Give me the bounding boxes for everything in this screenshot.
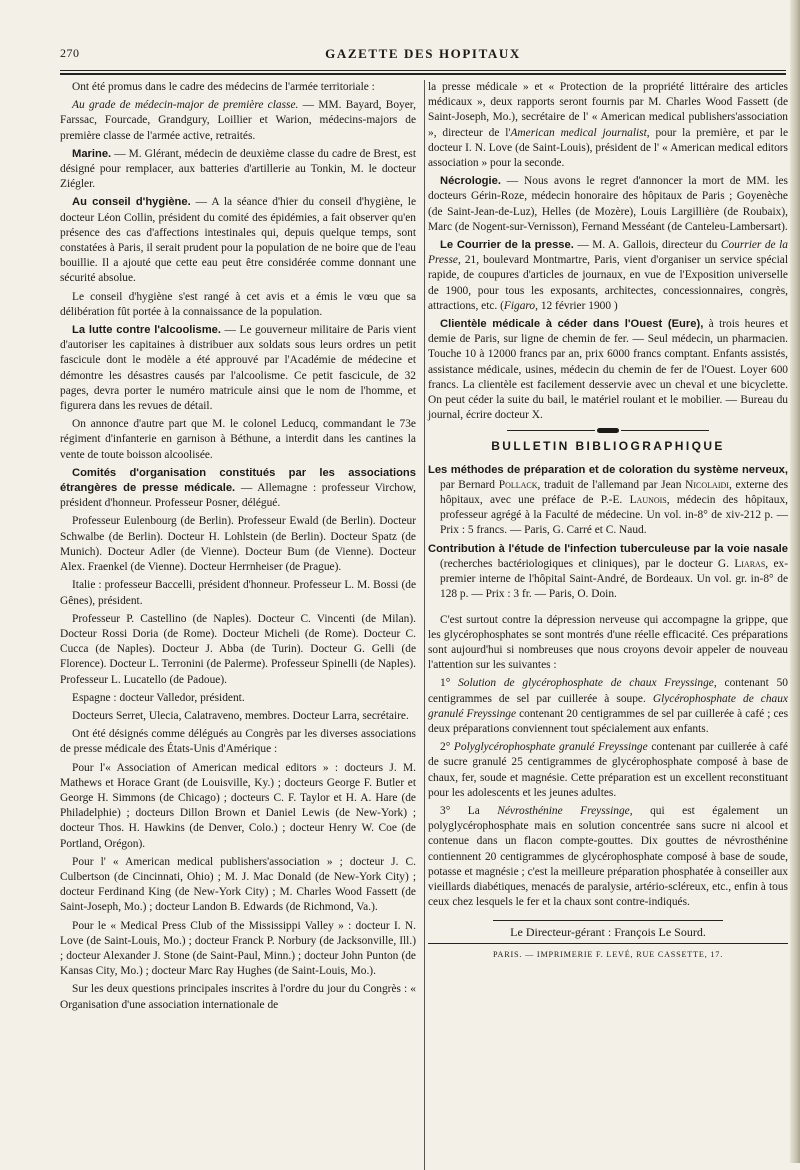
item-number: 2° [440,741,454,754]
paragraph-questions: Sur les deux questions principales inscrites à l'ordre du jour du Congrès : « Organisation d'une association internationale de [60,983,416,1011]
bib-text: par Bernard [440,478,499,491]
left-column [60,80,416,1013]
bulletin-heading: BULLETIN BIBLIOGRAPHIQUE [491,439,725,454]
printer-rule [428,943,788,944]
grade-italic: Au grade de médecin-major de première classe. [72,99,299,112]
clientele-text: à trois heures et demie de Paris, sur ligne de chemin de fer. — Seul médecin, un pharmacien. Touche 10 à 12000 francs par an, prix 6000 francs comptant. Enfants assistés, assistance médicale, usines, médecin du chemin de fer de l'Ouest. Loyer 600 francs. La clientèle est facilement desservie avec un cheval et une bicyclette. On peut céder la suite du bail, le matériel roulant et le mobilier. — Bureau du journal, écrire docteur X. [428,318,788,422]
product-granule: Glycérophosphate de chaux granulé Freyssinge [428,692,788,720]
journal-title-italic: American medical journalist [510,126,647,139]
page-edge-shadow [790,0,800,1163]
bib-title-liaras: Contribution à l'étude de l'infection tuberculeuse par la voie nasale [428,542,788,555]
page-number: 270 [60,46,80,60]
paragraph-continuation [428,80,788,171]
ornament-line-right [621,430,709,431]
item-number: 1° [440,677,459,690]
paragraph-nevrosthenine [428,804,788,910]
paragraph-hygiene [60,195,416,286]
spacer [428,603,788,613]
clientele-heading: Clientèle médicale à céder dans l'Ouest (Eure), [440,318,704,331]
page-header [60,46,786,68]
product-polyglycero: Polyglycérophosphate granulé Freyssinge [453,741,648,754]
alcoolisme-text: — Le gouverneur militaire de Paris vient d'autoriser les capitaines à distribuer aux soldats sous leurs ordres un petit fascicule dont le modèle a été approuvé par l'Académie de médecine et démontre les désastres causés par l'alcoolisme. Ce petit fascicule, de 32 pages, devra porter le numéro matricule ainsi que le nom de l'homme, et figurera dans les revues de détail. [60,324,417,413]
ornament-center [597,428,619,433]
product-text: contenant 20 centigrammes de sel par cuillerée à café ; ces deux préparations conviennent tout spécialement aux enfants. [428,707,788,735]
paragraph-marine [60,147,416,193]
bib-entry-pollack [428,463,788,539]
item-number: 3° La [440,804,498,817]
ornament-line-left [507,430,595,431]
right-column [428,80,788,962]
running-title: GAZETTE DES HOPITAUX [325,46,521,61]
product-text: , contenant 50 centigrammes de sel par cuillerée à soupe. [428,677,788,705]
product-text: , qui est également un polyglycérophosphate mais en solution concentrée sans sucre ni alcool et contenue dans un flacon compte-gouttes. Dix gouttes de névrosthénine contiennent 20 centigrammes de glycérophosphate composé à base de soude, potasse et magnésie ; c'est la meilleure préparation phosphatée à conseiller aux vieillards diabétiques, menacés de paralysie, artério-scléreux, etc., enfin à tous ceux chez lesquels le fer et la chaux sont contre-indiqués. [428,804,788,909]
courrier-heading: Le Courrier de la presse. [440,239,574,252]
paragraph-espagne: Espagne : docteur Valledor, président. [72,691,245,704]
paragraph-solution [428,676,788,737]
grade-text: — MM. Bayard, Boyer, Farssac, Fourcade, Grandgury, Loillier et Warion, médecins-majors de première classe de l'armée active, retraités. [60,99,416,142]
directeur-gerant: Le Directeur-gérant : François Le Sourd. [510,925,706,940]
continuation-text: la presse médicale » et « Protection de la propriété littéraire des articles médicaux », deux rapports seront fournis par M. Charles Wood Fassett (de Saint-Joseph, Mo.), secrétaire de l' « American medical publishers'association », directeur de l' [428,81,788,139]
header-rule [60,70,786,71]
paragraph-promotions: Ont été promus dans le cadre des médecins de l'armée territoriale : [72,81,375,93]
author-pollack: Pollack [498,478,538,491]
bib-text: , médecin des hôpitaux, professeur agrégé à la Faculté de médecine. Un vol. in-8° de xiv-212 p. — Prix : 5 francs. — Paris, G. Carré et C. Naud. [440,494,788,537]
bib-text: (recherches bactériologiques et cliniques), par le docteur G. [440,557,735,570]
paragraph-courrier [428,238,788,314]
paragraph-necrologie [428,174,788,235]
paragraph-editors: Pour l'« Association of American medical editors » : docteurs J. M. Mathews et Horace Grant (de Louisville, Ky.) ; docteurs George F. Butler et George H. Simmons (de Chicago) ; docteurs C. F. Taylor et H. A. Hare (de Philadelphie) ; docteurs Dillon Brown et Daniel Lewis (de New-York) ; docteur Thos. H. Hawkins (de Denver, Colo.) ; docteur Henry W. Coe (de Portland, Orégon). [60,761,416,850]
product-solution: Solution de glycérophosphate de chaux Freyssinge [458,677,714,690]
paragraph-grade [60,98,416,144]
hygiene-heading: Au conseil d'hygiène. [72,196,191,209]
alcoolisme-heading: La lutte contre l'alcoolisme. [72,324,221,337]
section-ornament [428,428,788,433]
courrier-italic: Courrier de la Presse [428,239,788,267]
signature-rule [493,920,723,921]
bib-text: , externe des hôpitaux, avec une préface de P.-E. [440,478,788,507]
paragraph-leducq: On annonce d'autre part que M. le colonel Leducq, commandant le 73e régiment d'infanterie en garnison à Béthune, a interdit dans les cantines la vente de toute boisson alcoolisée. [60,418,416,461]
preface-launois: Launois [629,494,667,507]
comites-heading: Comités d'organisation constitués par les associations étrangères de presse médicale. [60,466,416,495]
product-nevrosthenine: Névrosthénine Freyssinge [497,804,630,817]
bib-text: , traduit de l'allemand par Jean [537,478,686,491]
paragraph-polyglycero [428,740,788,801]
marine-text: — M. Glérant, médecin de deuxième classe du cadre de Brest, est désigné pour remplacer, aux batteries d'artillerie au Tonkin, M. le docteur Ziégler. [60,147,416,191]
courrier-text-c: , 12 février 1900 ) [535,299,618,312]
translator-nicolaidi: Nicolaidi [685,478,729,491]
paragraph-italie: Italie : professeur Baccelli, président d'honneur. Professeur L. M. Bossi (de Gênes), président. [60,579,416,607]
figaro-italic: Figaro [503,299,536,312]
paragraph-publishers: Pour l' « American medical publishers'association » ; docteur J. C. Culbertson (de Cincinnati, Ohio) ; M. J. Mac Donald (de New-York City) ; docteur Ferdinand King (de New-York City) ; M. Charles Wood Fassett (de Saint-Joseph, Mo.) ; docteur Landon B. Edwards (de Richmond, Va.). [60,855,416,914]
necrologie-text: — Nous avons le regret d'annoncer la mort de MM. les docteurs Gérin-Roze, médecin honoraire des hôpitaux de Paris ; Goyenèche (de Saint-Jean-de-Luz), Helles (de Mozère), Louis Largillière (de Roubaix), Marc (de Nogent-sur-Vernisson), Fernand Messéant (de Canteleu-Lambersart). [428,175,788,233]
paragraph-alcoolisme [60,323,416,414]
courrier-text-b: , 21, boulevard Montmartre, Paris, vient d'organiser un service spécial rapide, de coupures d'articles de journaux, en vue de l'Exposition universelle de 1900, pour tous les exposants, architectes, concessionnaires, congrès, attractions, etc. ( [428,254,788,312]
author-liaras: Liaras [734,557,766,570]
paragraph-hygiene-vote: Le conseil d'hygiène s'est rangé à cet avis et a émis le vœu que sa délibération fût portée à la connaissance de la population. [60,290,416,318]
comites-text: — Allemagne : professeur Virchow, président d'honneur. Professeur Posner, délégué. [60,482,416,510]
courrier-text-a: — M. A. Gallois, directeur du [573,239,721,252]
bib-text: , ex-premier interne de l'hôpital Saint-André, de Bordeaux. Un vol. gr. in-8° de 128 p. — Prix : 3 fr. — Paris, O. Doin. [440,557,788,601]
paragraph-clientele [428,317,788,423]
continuation-text-end: , pour la première, et par le docteur I. N. Love (de Saint-Louis), président de l' « American medical editors association » pour la seconde. [428,126,789,170]
paragraph-comites [60,466,416,512]
column-divider [424,80,425,1170]
paragraph-italie-members: Professeur P. Castellino (de Naples). Docteur C. Vincenti (de Milan). Docteur Rossi Doria (de Rome). Docteur Micheli (de Rome). Docteur C. Cucca (de Naples). Docteur J. Abba (de Turin). Docteur G. Gelli (de Florence). Docteur L. Terronini (de Palerme). Professeur Spinelli (de Naples). Professeur L. Lucatello (de Padoue). [60,612,416,686]
marine-heading: Marine. [72,147,112,160]
paragraph-press-club: Pour le « Medical Press Club of the Mississippi Valley » : docteur I. N. Love (de Saint-Louis, Mo.) ; docteur Franck P. Norbury (de Jacksonville, Ill.) ; docteur Alexander J. Stone (de Saint-Paul, Minn.) ; docteur John Punton (de Kansas City, Mo.) ; docteur Marc Ray Hughes (de Saint-Louis, Mo.). [60,919,416,978]
paragraph-allemagne-members: Professeur Eulenbourg (de Berlin). Professeur Ewald (de Berlin). Docteur Schwalbe (de Berlin). Docteur H. Lohlstein (de Berlin). Docteur Spatz (de Munich). Docteur Adler (de Vienne). Docteur Bum (de Vienne). Docteur Alex. Fraenkel (de Vienne). Docteur Herrnheiser (de Prague). [60,515,416,574]
paragraph-espagne-members: Docteurs Serret, Ulecia, Calatraveno, membres. Docteur Larra, secrétaire. [72,709,409,722]
necrologie-heading: Nécrologie. [440,175,501,188]
paragraph-delegues: Ont été désignés comme délégués au Congrès par les diverses associations de presse médicale des États-Unis d'Amérique : [60,728,416,756]
paragraph-glycerophosphates: C'est surtout contre la dépression nerveuse qui accompagne la grippe, que les glycérophosphates se sont montrés d'une réelle efficacité. Ces préparations sont aujourd'hui si nombreuses que nous croyons devoir appeler de nouveau l'attention sur les suivantes : [428,613,788,672]
bib-title-pollack: Les méthodes de préparation et de coloration du système nerveux, [428,463,788,476]
bib-entry-liaras [428,542,788,603]
header-rule-thick [60,73,786,75]
product-text: contenant par cuillerée à café de sucre granulé 25 centigrammes de glycérophosphate composé à base de chaux, fer, soude et magnésie. Cette préparation est un excellent reconstituant pour les adolescents et les jeunes adultes. [428,741,788,799]
printer-imprint: PARIS. — IMPRIMERIE F. LEVÉ, RUE CASSETTE, 17. [492,949,724,959]
hygiene-text: — A la séance d'hier du conseil d'hygiène, le docteur Léon Collin, président du comité des épidémies, a fait observer qu'en présence des cas d'affections intestinales qui, depuis quelque temps, sont constatées à Paris, il serait prudent pour la population de ne boire que de l'eau bouillie. Il a ajouté que cette eau peut être considérée comme donnant une sécurité absolue. [60,196,417,285]
